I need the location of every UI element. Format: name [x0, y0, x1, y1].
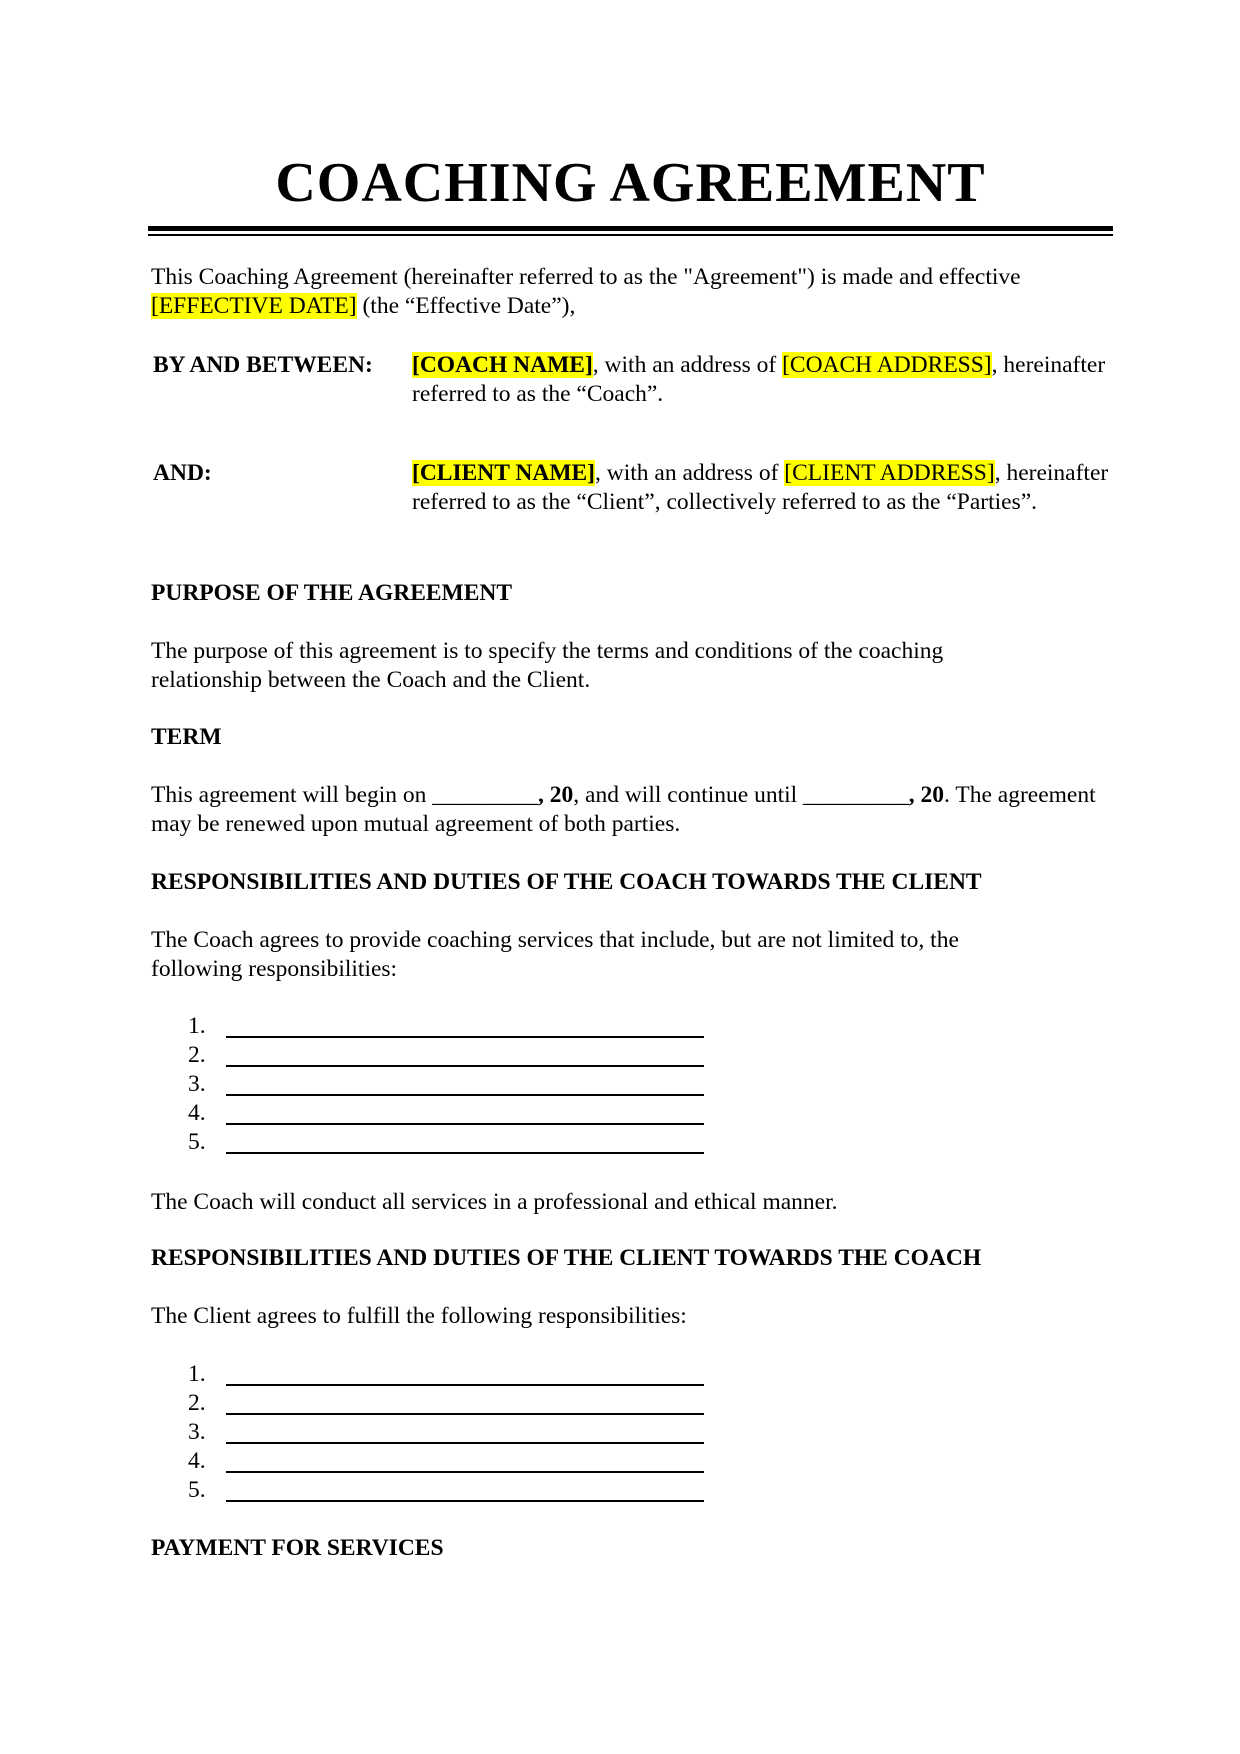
coach-party-details	[412, 351, 1112, 409]
list-number: 4.	[188, 1448, 206, 1474]
coach-duties-closing: The Coach will conduct all services in a professional and ethical manner.	[151, 1189, 838, 1215]
client-duties-heading: RESPONSIBILITIES AND DUTIES OF THE CLIENT TOWARDS THE COACH	[151, 1245, 982, 1271]
list-number: 1.	[188, 1361, 206, 1387]
list-number: 3.	[188, 1071, 206, 1097]
client-duties-list	[188, 1360, 708, 1505]
blank-line[interactable]	[226, 1471, 704, 1473]
blank-line[interactable]	[226, 1442, 704, 1444]
document-title: COACHING AGREEMENT	[275, 152, 986, 214]
client-address-placeholder[interactable]: [CLIENT ADDRESS]	[784, 460, 995, 486]
list-number: 5.	[188, 1477, 206, 1503]
blank-line[interactable]	[226, 1500, 704, 1502]
list-item	[188, 1360, 708, 1389]
list-item	[188, 1389, 708, 1418]
coach-address-placeholder[interactable]: [COACH ADDRESS]	[782, 352, 992, 378]
coach-duties-intro: The Coach agrees to provide coaching services that include, but are not limited to, the following responsibilities:	[151, 927, 959, 982]
list-item	[188, 1128, 708, 1157]
blank-line[interactable]	[226, 1065, 704, 1067]
list-number: 1.	[188, 1013, 206, 1039]
blank-line[interactable]	[226, 1094, 704, 1096]
list-item	[188, 1418, 708, 1447]
coach-address-prefix: , with an address of	[592, 352, 783, 378]
coach-duties-heading: RESPONSIBILITIES AND DUTIES OF THE COACH TOWARDS THE CLIENT	[151, 869, 982, 895]
intro-paragraph	[151, 263, 1106, 321]
term-body	[151, 781, 1106, 839]
client-duties-intro: The Client agrees to fulfill the following responsibilities:	[151, 1303, 687, 1329]
blank-line[interactable]	[226, 1036, 704, 1038]
list-item	[188, 1012, 708, 1041]
client-name-placeholder[interactable]: [CLIENT NAME]	[412, 460, 596, 486]
term-text-1: This agreement will begin on	[151, 782, 433, 808]
coach-party-label-text: BY AND BETWEEN:	[153, 352, 373, 378]
intro-text-2: (the “Effective Date”),	[356, 293, 576, 319]
payment-heading: PAYMENT FOR SERVICES	[151, 1535, 444, 1561]
list-item	[188, 1099, 708, 1128]
client-party-details	[412, 459, 1112, 517]
purpose-body: The purpose of this agreement is to specify the terms and conditions of the coaching relationship between the Coach and the Client.	[151, 638, 944, 693]
client-suffix: , hereinafter referred to as the “Client”, collectively referred to as the “Parties”.	[412, 460, 1109, 515]
client-party-label-text: AND:	[153, 460, 212, 486]
purpose-heading: PURPOSE OF THE AGREEMENT	[151, 580, 513, 606]
blank-line[interactable]	[226, 1384, 704, 1386]
client-party-label	[153, 459, 373, 488]
blank-line[interactable]	[226, 1413, 704, 1415]
term-text-2: , and will continue until	[573, 782, 804, 808]
coach-party-label	[153, 351, 373, 380]
client-address-prefix: , with an address of	[595, 460, 785, 486]
blank-line[interactable]	[226, 1152, 704, 1154]
term-start-blank[interactable]: _________	[432, 782, 539, 808]
list-number: 2.	[188, 1390, 206, 1416]
list-number: 3.	[188, 1419, 206, 1445]
list-number: 2.	[188, 1042, 206, 1068]
coach-name-placeholder[interactable]: [COACH NAME]	[412, 352, 593, 378]
list-number: 5.	[188, 1129, 206, 1155]
list-item	[188, 1447, 708, 1476]
intro-text-1: This Coaching Agreement (hereinafter referred to as the "Agreement") is made and effective	[151, 264, 1021, 290]
list-number: 4.	[188, 1100, 206, 1126]
list-item	[188, 1041, 708, 1070]
coach-duties-list	[188, 1012, 708, 1157]
title-rule-thick	[148, 226, 1113, 231]
title-rule-thin	[148, 234, 1113, 236]
blank-line[interactable]	[226, 1123, 704, 1125]
term-heading: TERM	[151, 724, 222, 750]
list-item	[188, 1476, 708, 1505]
effective-date-placeholder[interactable]: [EFFECTIVE DATE]	[151, 293, 357, 319]
term-start-year: , 20	[538, 782, 574, 808]
term-end-blank[interactable]: _________	[803, 782, 909, 808]
list-item	[188, 1070, 708, 1099]
term-end-year: , 20	[908, 782, 945, 808]
term-text-3: . The agreement may be renewed upon mutual agreement of both parties.	[151, 782, 1096, 837]
coach-suffix: , hereinafter referred to as the “Coach”.	[412, 352, 1106, 407]
